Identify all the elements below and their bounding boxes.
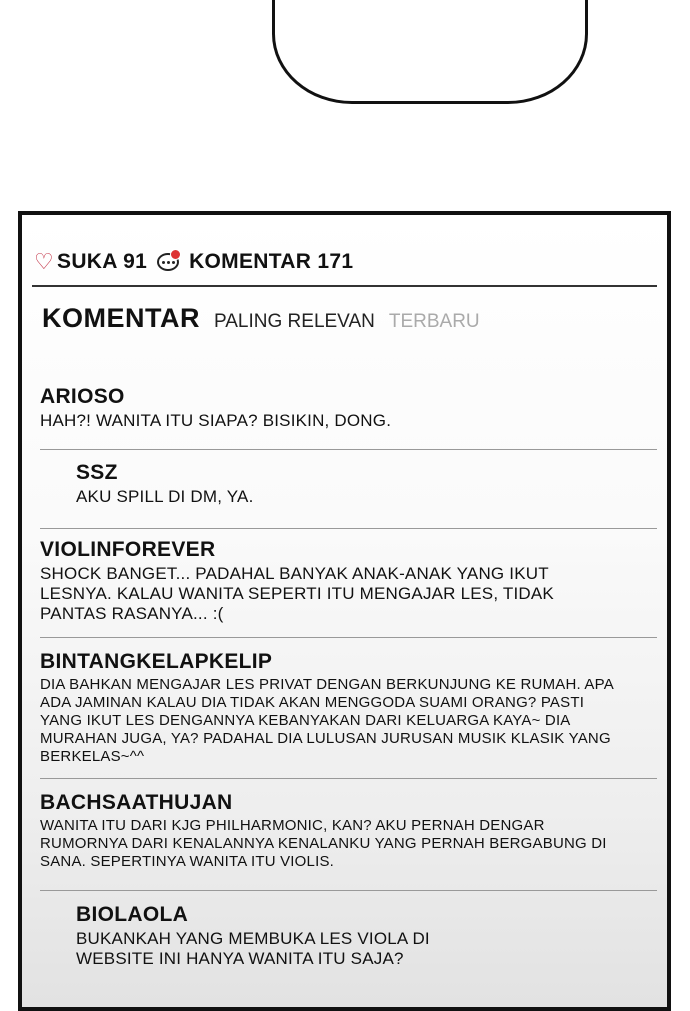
comment-item — [40, 538, 597, 624]
divider — [40, 449, 657, 450]
comment-text: WANITA ITU DARI KJG PHILHARMONIC, KAN? AKU PERNAH DENGAR RUMORNYA DARI KENALANNYA KENALANKU YANG PERNAH BERGABUNG DI SANA. SEPERTINYA WANITA ITU VIOLIS. — [40, 817, 607, 870]
speech-bubble — [272, 0, 588, 104]
likes-count[interactable]: SUKA 91 — [57, 250, 148, 273]
divider — [32, 285, 657, 287]
divider — [40, 778, 657, 779]
comment-username[interactable]: BACHSAATHUJAN — [40, 791, 233, 814]
comment-username[interactable]: ARIOSO — [40, 385, 125, 408]
stats-bar — [34, 249, 353, 275]
comment-panel — [18, 211, 671, 1011]
comment-text: SHOCK BANGET... PADAHAL BANYAK ANAK-ANAK YANG IKUT LESNYA. KALAU WANITA SEPERTI ITU MENGAJAR LES, TIDAK PANTAS RASANYA... :( — [40, 564, 554, 623]
comments-count[interactable]: KOMENTAR 171 — [189, 250, 354, 273]
comment-text: HAH?! WANITA ITU SIAPA? BISIKIN, DONG. — [40, 411, 392, 430]
comment-item — [40, 791, 617, 871]
tab-most-relevant[interactable]: PALING RELEVAN — [213, 311, 375, 332]
comments-title: KOMENTAR — [42, 303, 200, 333]
comment-item — [40, 650, 622, 766]
divider — [40, 890, 657, 891]
reply-item — [76, 461, 657, 507]
comment-username[interactable]: SSZ — [76, 461, 118, 484]
comment-username[interactable]: BIOLAOLA — [76, 903, 189, 926]
comments-heading — [42, 303, 480, 334]
comment-text: AKU SPILL DI DM, YA. — [76, 487, 254, 506]
reply-item — [76, 903, 467, 969]
comment-item — [40, 385, 657, 431]
tab-newest[interactable]: TERBARU — [388, 311, 480, 332]
comment-text: DIA BAHKAN MENGAJAR LES PRIVAT DENGAN BERKUNJUNG KE RUMAH. APA ADA JAMINAN KALAU DIA TIDAK AKAN MENGGODA SUAMI ORANG? PASTI YANG IKUT LES DENGANNYA KEBANYAKAN DARI KELUARGA KAYA~ DIA MURAHAN JUGA, YA? PADAHAL DIA LULUSAN JURUSAN MUSIK KLASIK YANG BERKELAS~^^ — [40, 676, 614, 765]
comment-bubble-icon[interactable] — [157, 253, 179, 271]
comment-username[interactable]: BINTANGKELAPKELIP — [40, 650, 273, 673]
divider — [40, 528, 657, 529]
comment-username[interactable]: VIOLINFOREVER — [40, 538, 216, 561]
divider — [40, 637, 657, 638]
comment-text: BUKANKAH YANG MEMBUKA LES VIOLA DI WEBSITE INI HANYA WANITA ITU SAJA? — [76, 929, 430, 968]
heart-icon[interactable]: ♡ — [34, 249, 55, 274]
